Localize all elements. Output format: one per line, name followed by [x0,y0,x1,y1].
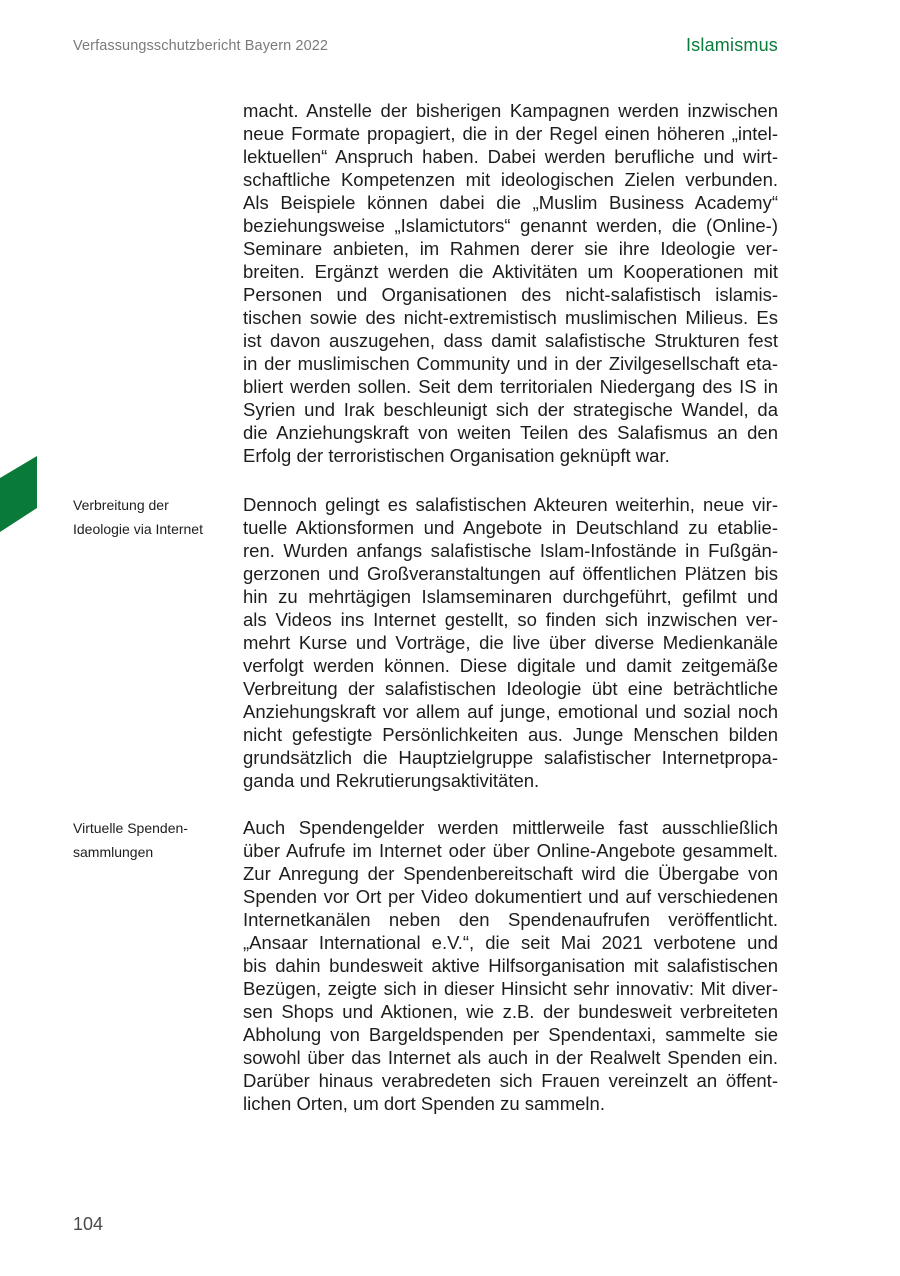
margin-note-ideology-internet [73,494,233,541]
text-line: bliert werden sollen. Seit dem territorialen Niedergang des IS in [243,376,778,397]
text-line: mehrt Kurse und Vorträge, die live über diverse Medienkanäle [243,632,778,653]
text-line: Verbreitung der salafistischen Ideologie übt eine beträchtliche [243,678,778,699]
text-line: „Ansaar International e.V.“, die seit Mai 2021 verbotene und [243,932,778,953]
text-line: Zur Anregung der Spendenbereitschaft wird die Übergabe von [243,863,778,884]
text-line: über Aufrufe im Internet oder über Online-Angebote gesammelt. [243,840,778,861]
text-line: Abholung von Bargeldspenden per Spendentaxi, sammelte sie [243,1024,778,1045]
text-line: neue Formate propagiert, die in der Regel einen höheren „intel- [243,123,778,144]
text-line: verfolgt werden können. Diese digitale und damit zeitgemäße [243,655,778,676]
body-paragraph-2 [243,493,778,792]
text-line: Dennoch gelingt es salafistischen Akteuren weiterhin, neue vir- [243,494,778,515]
text-line: gerzonen und Großveranstaltungen auf öffentlichen Plätzen bis [243,563,778,584]
text-line: grundsätzlich die Hauptzielgruppe salafistischer Internetpropa- [243,747,778,768]
text-line: sen Shops und Aktionen, wie z.B. der bundesweit verbreiteten [243,1001,778,1022]
margin-note-virtual-donations [73,817,233,864]
text-line: schaftliche Kompetenzen mit ideologischen Zielen verbunden. [243,169,778,190]
text-line: Darüber hinaus verabredeten sich Frauen vereinzelt an öffent- [243,1070,778,1091]
text-line: in der muslimischen Community und in der Zivilgesellschaft eta- [243,353,778,374]
text-line: Personen und Organisationen des nicht-salafistisch islamis- [243,284,778,305]
text-line: Seminare anbieten, im Rahmen derer sie ihre Ideologie ver- [243,238,778,259]
text-line: bis dahin bundesweit aktive Hilfsorganisation mit salafistischen [243,955,778,976]
body-paragraph-3 [243,816,778,1115]
text-line: Als Beispiele können dabei die „Muslim Business Academy“ [243,192,778,213]
margin-note-line: Virtuelle Spenden- [73,820,188,836]
section-marker-shape [0,456,37,532]
text-line: Auch Spendengelder werden mittlerweile fast ausschließlich [243,817,778,838]
margin-note-line: Verbreitung der [73,497,169,513]
text-line: ganda und Rekrutierungsaktivitäten. [243,770,540,791]
text-line: Erfolg der terroristischen Organisation geknüpft war. [243,445,670,466]
text-line: ren. Wurden anfangs salafistische Islam-Infostände in Fußgän- [243,540,778,561]
margin-note-line: Ideologie via Internet [73,520,203,537]
text-line: lektuellen“ Anspruch haben. Dabei werden berufliche und wirt- [243,146,778,167]
text-line: nicht gefestigte Persönlichkeiten aus. Junge Menschen bilden [243,724,778,745]
text-line: Internetkanälen neben den Spendenaufrufen veröffentlicht. [243,909,778,930]
text-line: die Anziehungskraft von weiten Teilen des Salafismus an den [243,422,778,443]
text-line: sowohl über das Internet als auch in der Realwelt Spenden ein. [243,1047,778,1068]
margin-note-line: sammlungen [73,843,154,860]
text-line: breiten. Ergänzt werden die Aktivitäten um Kooperationen mit [243,261,778,282]
page-number: 104 [73,1214,104,1234]
text-line: als Videos ins Internet gestellt, so finden sich inzwischen ver- [243,609,778,630]
text-line: beziehungsweise „Islamictutors“ genannt werden, die (Online-) [243,215,778,236]
body-paragraph-1 [243,99,778,467]
text-line: tuelle Aktionsformen und Angebote in Deutschland zu etablie- [243,517,778,538]
text-line: Syrien und Irak beschleunigt sich der strategische Wandel, da [243,399,778,420]
text-line: ist davon auszugehen, dass damit salafistische Strukturen fest [243,330,778,351]
text-line: Bezügen, zeigte sich in dieser Hinsicht sehr innovativ: Mit diver- [243,978,778,999]
text-line: hin zu mehrtägigen Islamseminaren durchgeführt, gefilmt und [243,586,778,607]
running-header-section: Islamismus [685,35,778,55]
section-marker-tab [0,456,37,532]
running-header-publication: Verfassungsschutzbericht Bayern 2022 [73,38,329,54]
text-line: Spenden vor Ort per Video dokumentiert und auf verschiedenen [243,886,778,907]
text-line: tischen sowie des nicht-extremistisch muslimischen Milieus. Es [243,307,778,328]
text-line: macht. Anstelle der bisherigen Kampagnen werden inzwischen [243,100,778,121]
text-line: Anziehungskraft vor allem auf junge, emotional und sozial noch [243,701,778,722]
text-line: lichen Orten, um dort Spenden zu sammeln. [243,1093,605,1114]
